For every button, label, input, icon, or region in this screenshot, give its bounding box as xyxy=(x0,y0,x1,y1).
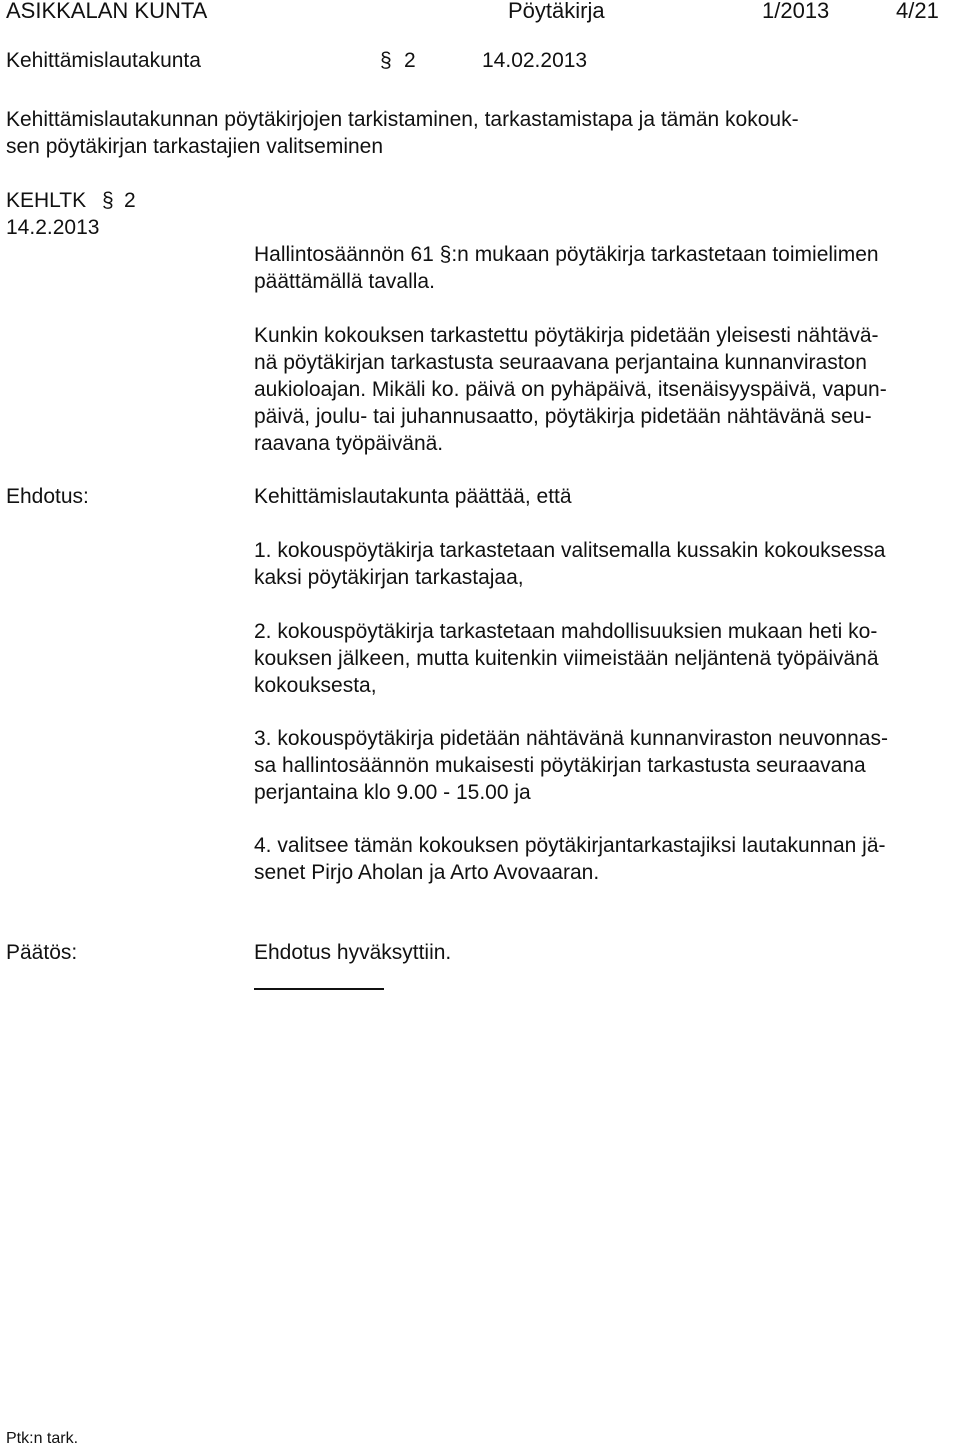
proposal-item-3: sa hallintosäännön mukaisesti pöytäkirjan tarkastusta seuraavana xyxy=(254,754,866,777)
decision-underline xyxy=(254,988,384,990)
page-title-line-2: sen pöytäkirjan tarkastajien valitseminen xyxy=(6,135,384,158)
proposal-item-1: 1. kokouspöytäkirja tarkastetaan valitsemalla kussakin kokouksessa xyxy=(254,539,886,562)
ref-date: 14.2.2013 xyxy=(6,216,100,239)
ref-section-number: 2 xyxy=(124,189,136,212)
para2-line: nä pöytäkirjan tarkastusta seuraavana perjantaina kunnanviraston xyxy=(254,351,867,374)
proposal-item-2: 2. kokouspöytäkirja tarkastetaan mahdollisuuksien mukaan heti ko- xyxy=(254,620,878,643)
proposal-label: Ehdotus: xyxy=(6,485,89,508)
proposal-item-3: 3. kokouspöytäkirja pidetään nähtävänä kunnanviraston neuvonnas- xyxy=(254,727,888,750)
meeting-number: 1/2013 xyxy=(762,0,830,23)
page-number: 4/21 xyxy=(896,0,939,23)
para2-line: raavana työpäivänä. xyxy=(254,432,444,455)
ref-code: KEHLTK xyxy=(6,189,87,212)
para1-text-a: Hallintosäännön 61 xyxy=(254,243,434,266)
para2-line: Kunkin kokouksen tarkastettu pöytäkirja pidetään yleisesti nähtävä- xyxy=(254,324,879,347)
document-type: Pöytäkirja xyxy=(508,0,605,23)
page-title-line-1: Kehittämislautakunnan pöytäkirjojen tarkistaminen, tarkastamistapa ja tämän kokouk- xyxy=(6,108,799,131)
proposal-item-1: kaksi pöytäkirjan tarkastajaa, xyxy=(254,566,524,589)
para1-text-b: :n mukaan pöytäkirja tarkastetaan toimielimen xyxy=(451,243,879,266)
para1-section-sign: § xyxy=(439,243,452,266)
section-number: 2 xyxy=(404,49,416,72)
para1-line-1 xyxy=(254,243,879,267)
proposal-item-3: perjantaina klo 9.00 - 15.00 ja xyxy=(254,781,531,804)
proposal-item-4: 4. valitsee tämän kokouksen pöytäkirjantarkastajiksi lautakunnan jä- xyxy=(254,834,886,857)
para2-line: päivä, joulu- tai juhannusaatto, pöytäkirja pidetään nähtävänä seu- xyxy=(254,405,872,428)
proposal-item-2: kouksen jälkeen, mutta kuitenkin viimeistään neljäntenä työpäivänä xyxy=(254,647,879,670)
section-sign: § xyxy=(380,49,392,72)
board-name: Kehittämislautakunta xyxy=(6,49,201,72)
meeting-date: 14.02.2013 xyxy=(482,49,588,72)
proposal-item-2: kokouksesta, xyxy=(254,674,377,697)
ref-section-sign: § xyxy=(102,189,114,212)
proposal-intro: Kehittämislautakunta päättää, että xyxy=(254,485,572,508)
decision-label: Päätös: xyxy=(6,941,78,964)
proposal-item-4: senet Pirjo Aholan ja Arto Avovaaran. xyxy=(254,861,600,884)
para2-line: aukioloajan. Mikäli ko. päivä on pyhäpäivä, itsenäisyyspäivä, vapun- xyxy=(254,378,887,401)
footer-initials-label: Ptk:n tark. xyxy=(6,1430,79,1447)
decision-text: Ehdotus hyväksyttiin. xyxy=(254,941,452,964)
para1-line-2: päättämällä tavalla. xyxy=(254,270,435,293)
municipality-name: ASIKKALAN KUNTA xyxy=(6,0,208,23)
